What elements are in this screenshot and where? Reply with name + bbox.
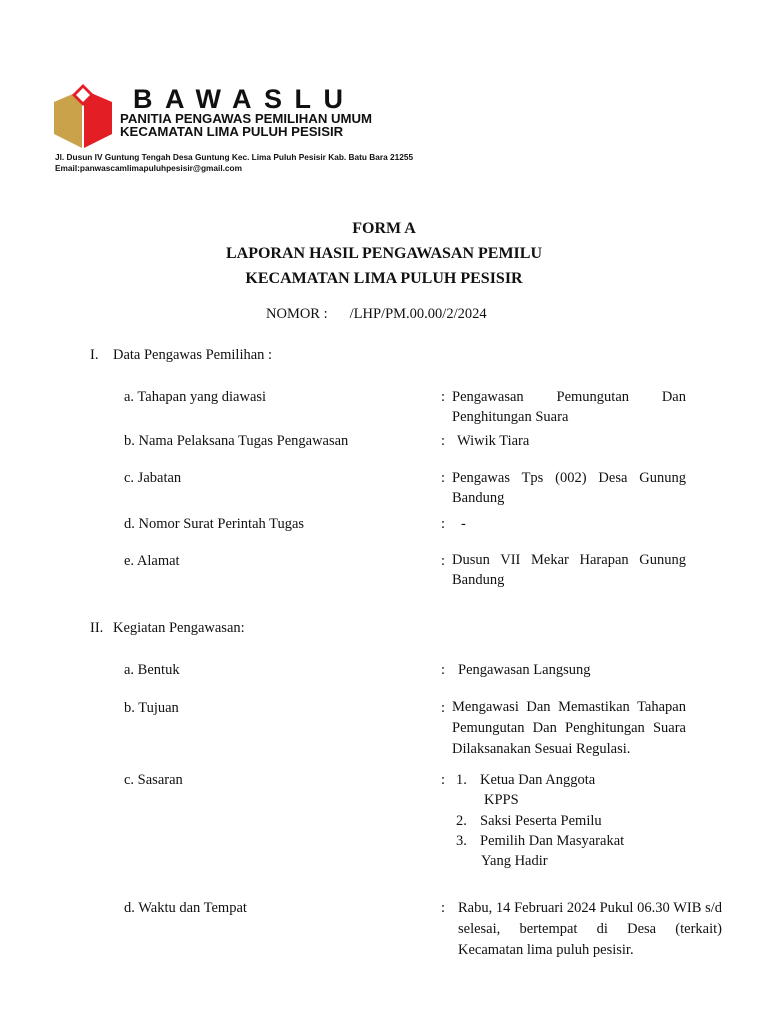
field-colon: :: [441, 662, 446, 678]
field-value-waktu-tempat: Rabu, 14 Februari 2024 Pukul 06.30 WIB s/d selesai, bertempat di Desa (terkait) Kecamatan lima puluh pesisir.: [458, 900, 722, 958]
list-number: 3.: [456, 832, 467, 849]
field-label: b. Nama Pelaksana Tugas Pengawasan: [124, 433, 349, 449]
field-colon: :: [441, 389, 446, 405]
nomor-label: NOMOR :: [266, 306, 328, 322]
field-label: a. Bentuk: [124, 662, 180, 678]
org-subtitle-line1: PANITIA PENGAWAS PEMILIHAN UMUM: [120, 111, 373, 126]
list-item-text: Ketua Dan Anggota: [480, 772, 596, 788]
list-number: 1.: [456, 772, 467, 788]
org-name: BAWASLU: [133, 84, 356, 114]
field-colon: :: [441, 470, 446, 486]
nomor-value: /LHP/PM.00.00/2/2024: [349, 306, 487, 322]
field-value-alamat: Dusun VII Mekar Harapan Gunung Bandung: [452, 552, 686, 588]
field-value-nama: Wiwik Tiara: [457, 433, 530, 449]
sasaran-list: [456, 770, 624, 871]
field-value-jabatan: Pengawas Tps (002) Desa Gunung Bandung: [452, 470, 686, 506]
field-label: b. Tujuan: [124, 700, 179, 716]
field-label: c. Sasaran: [124, 772, 183, 788]
field-label: d. Waktu dan Tempat: [124, 900, 247, 916]
list-item: [456, 811, 624, 831]
list-item-text: Pemilih Dan Masyarakat: [480, 832, 625, 849]
report-title: LAPORAN HASIL PENGAWASAN PEMILU: [225, 245, 543, 262]
section-1-heading: [90, 347, 272, 364]
field-label: c. Jabatan: [124, 470, 182, 486]
field-colon: :: [441, 516, 446, 532]
field-colon: :: [441, 772, 446, 788]
bawaslu-logo: [52, 82, 114, 150]
list-item: [456, 831, 624, 872]
field-value-tujuan: Mengawasi Dan Memastikan Tahapan Pemungutan Dan Penghitungan Suara Dilaksanakan Sesuai Regulasi.: [452, 699, 686, 757]
field-colon: :: [441, 433, 446, 449]
org-email: Email:panwascamlimapuluhpesisir@gmail.com: [55, 163, 242, 173]
field-value-nomor-surat: -: [461, 516, 466, 532]
form-title: FORM A: [352, 220, 416, 237]
org-address: Jl. Dusun IV Guntung Tengah Desa Guntung Kec. Lima Puluh Pesisir Kab. Batu Bara 21255: [55, 152, 414, 162]
list-item: [456, 770, 624, 811]
section-title: Data Pengawas Pemilihan :: [113, 347, 273, 363]
field-label: a. Tahapan yang diawasi: [124, 389, 267, 405]
section-title: Kegiatan Pengawasan:: [113, 620, 245, 636]
field-value-bentuk: Pengawasan Langsung: [458, 662, 591, 678]
field-label: d. Nomor Surat Perintah Tugas: [124, 516, 305, 532]
list-number: 2.: [456, 812, 467, 829]
report-subtitle: KECAMATAN LIMA PULUH PESISIR: [245, 270, 523, 287]
field-colon: :: [441, 700, 446, 716]
field-value-tahapan: Pengawasan Pemungutan Dan Penghitungan Suara: [452, 389, 686, 425]
section-number: II.: [90, 620, 104, 636]
org-subtitle-line2: KECAMATAN LIMA PULUH PESISIR: [120, 124, 344, 139]
list-item-text-cont: KPPS: [484, 792, 519, 809]
field-colon: :: [441, 553, 446, 569]
list-item-text: Saksi Peserta Pemilu: [480, 812, 602, 829]
list-item-text-cont: Yang Hadir: [481, 853, 548, 870]
section-number: I.: [90, 347, 99, 363]
document-number: [266, 304, 487, 324]
field-label: e. Alamat: [124, 553, 180, 569]
field-colon: :: [441, 900, 446, 916]
section-2-heading: [90, 620, 245, 637]
